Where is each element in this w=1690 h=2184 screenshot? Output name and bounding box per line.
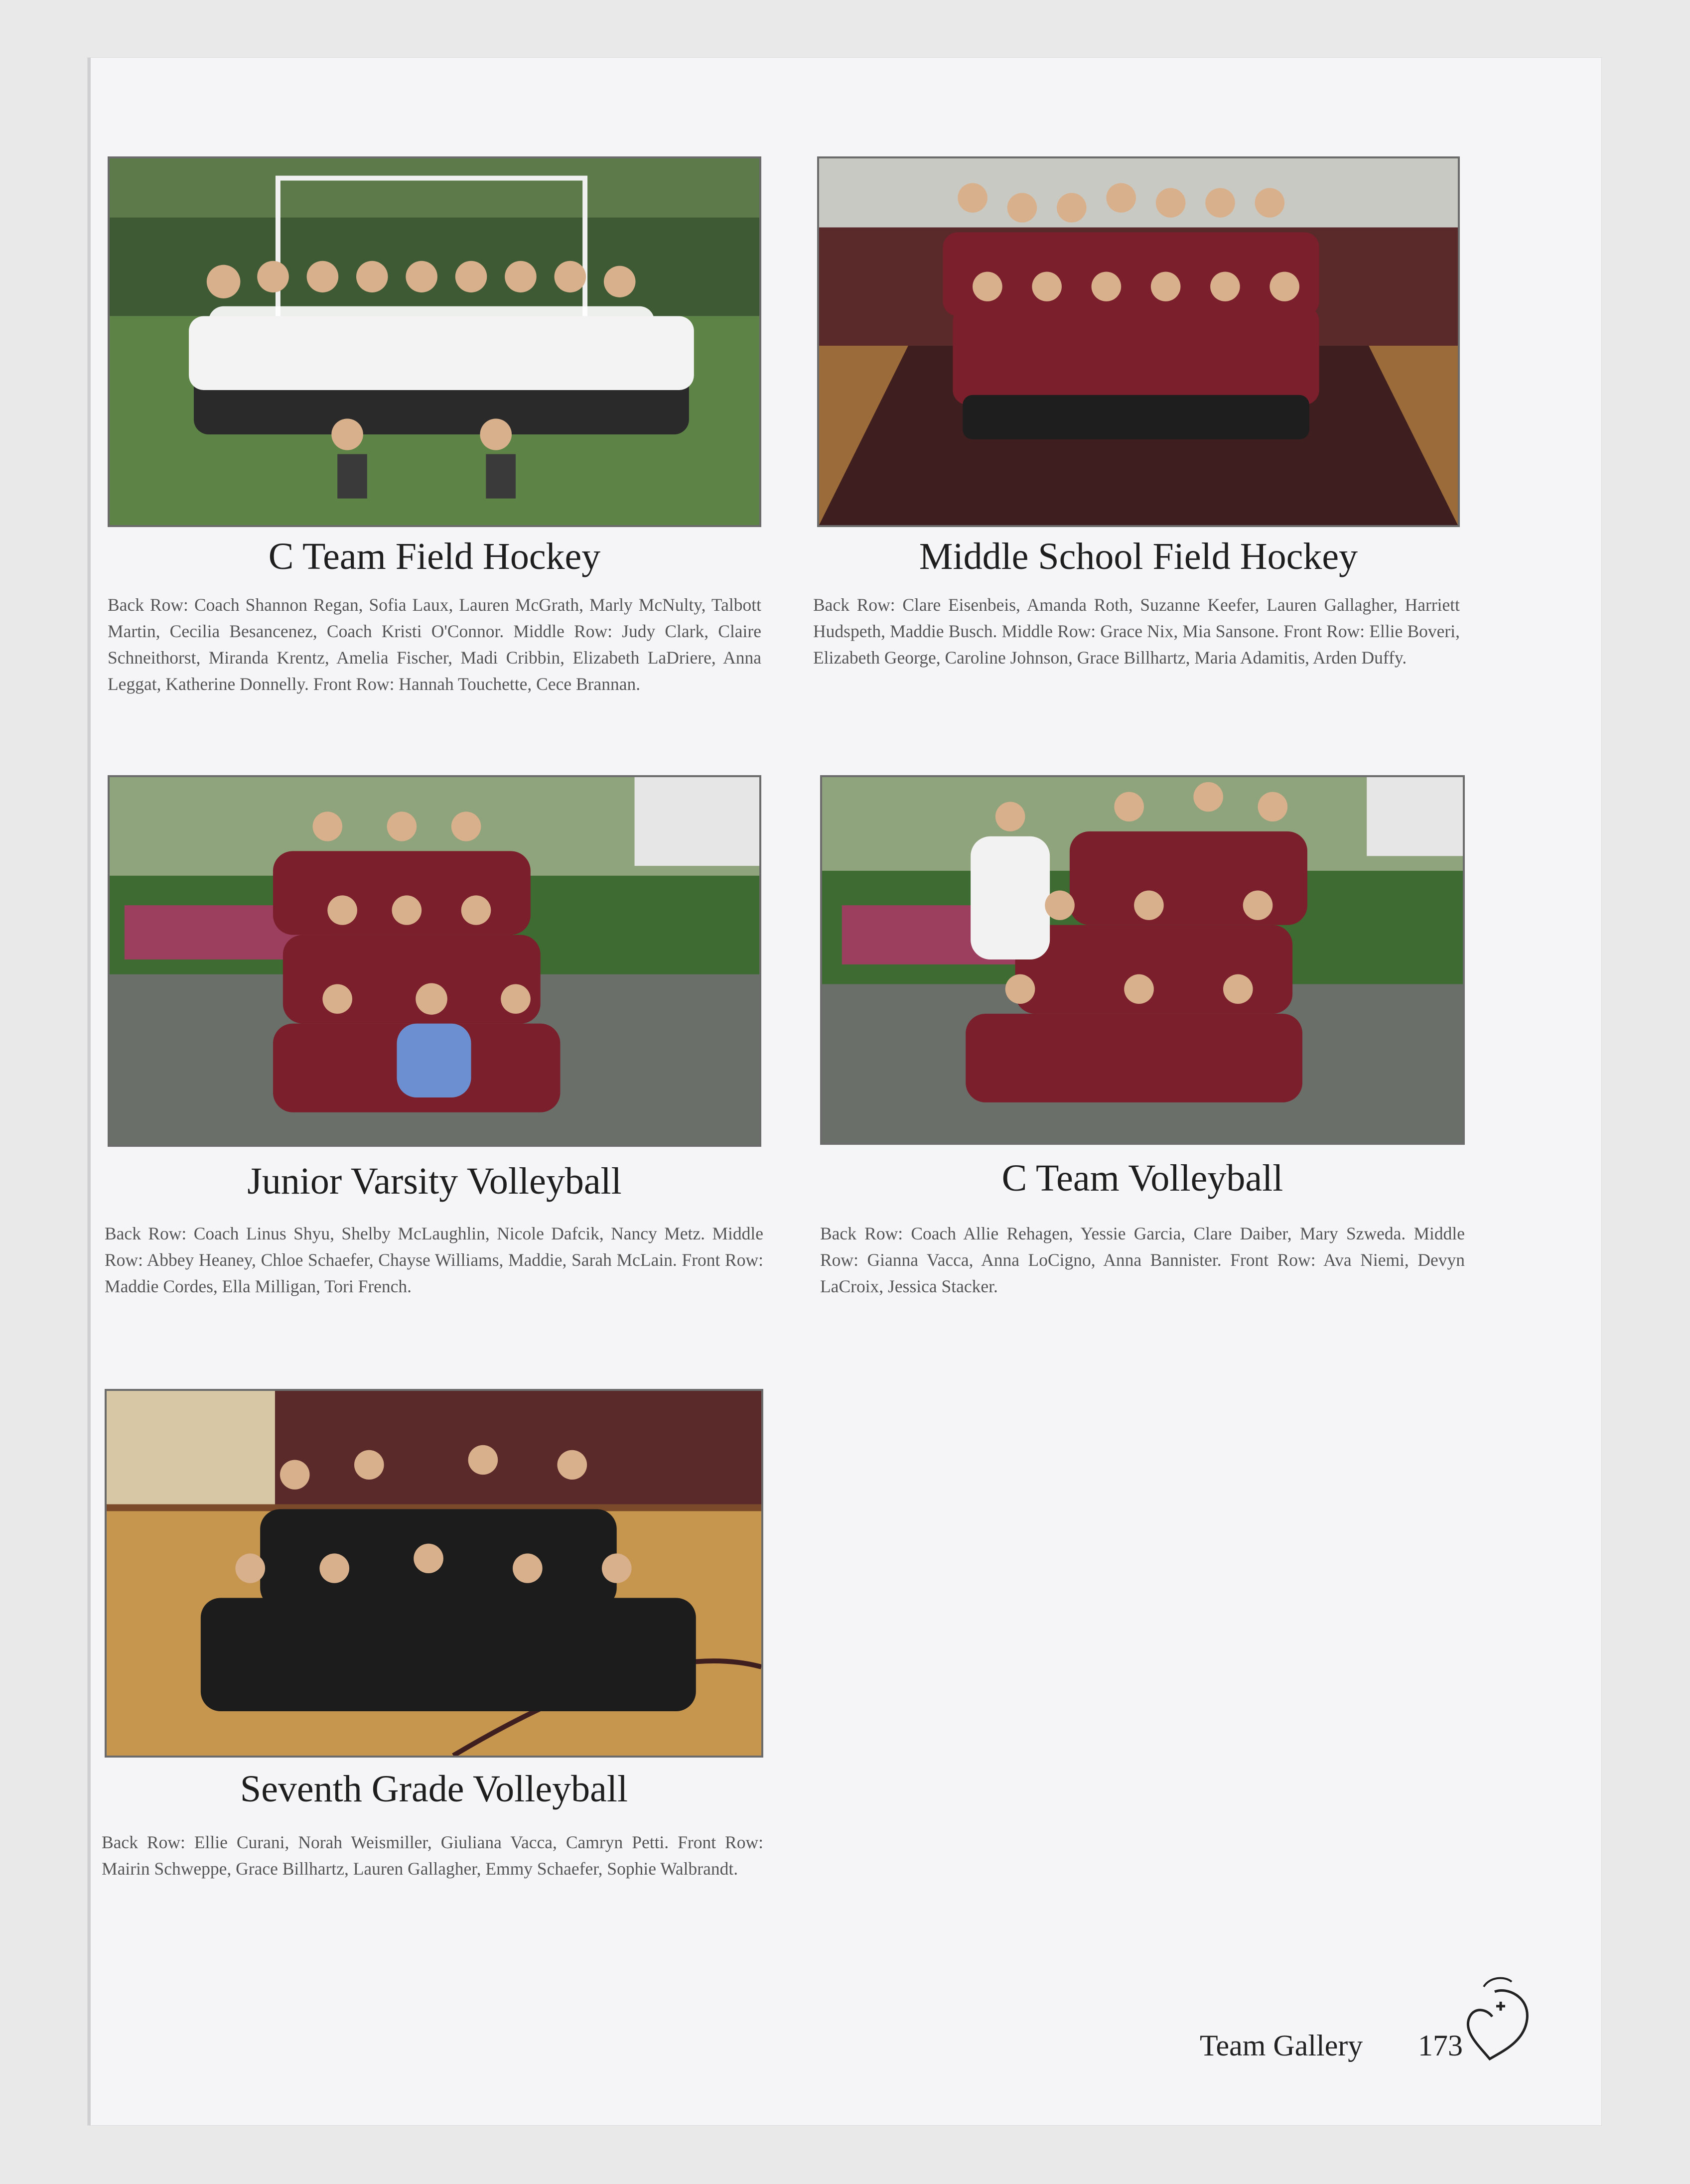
- section-title-c-team-field-hockey: C Team Field Hockey: [268, 536, 601, 577]
- section-caption-c-team-field-hockey: Back Row: Coach Shannon Regan, Sofia Laux, Lauren McGrath, Marly McNulty, Talbott Martin, Cecilia Besancenez, Coach Kristi O'Connor. Middle Row: Judy Clark, Claire Schneithorst, Miranda Krentz, Amelia Fischer, Madi Cribbin, Elizabeth LaDriere, Anna Leggat, Katherine Donnelly. Front Row: Hannah Touchette, Cece Brannan.: [108, 595, 761, 694]
- section-caption-junior-varsity-volleyball: Back Row: Coach Linus Shyu, Shelby McLaughlin, Nicole Dafcik, Nancy Metz. Middle Row: Abbey Heaney, Chloe Schaefer, Chayse Williams, Maddie, Sarah McLain. Front Row: Maddie Cordes, Ella Milligan, Tori French.: [105, 1224, 763, 1296]
- section-caption-c-team-volleyball: Back Row: Coach Allie Rehagen, Yessie Garcia, Clare Daiber, Mary Szweda. Middle Row: Gianna Vacca, Anna LoCigno, Anna Bannister. Front Row: Ava Niemi, Devyn LaCroix, Jessica Stacker.: [820, 1224, 1465, 1296]
- page-number: 173: [1418, 2029, 1463, 2062]
- team-photo-middle-school-field-hockey: [817, 156, 1460, 527]
- section-title-middle-school-field-hockey: Middle School Field Hockey: [919, 536, 1358, 577]
- team-photo-junior-varsity-volleyball: [108, 775, 761, 1147]
- footer-section-label: Team Gallery: [1200, 2029, 1363, 2062]
- team-photo-c-team-field-hockey: [108, 156, 761, 527]
- heart-logo-icon: [1460, 1972, 1535, 2066]
- section-caption-seventh-grade-volleyball: Back Row: Ellie Curani, Norah Weismiller, Giuliana Vacca, Camryn Petti. Front Row: Mairin Schweppe, Grace Billhartz, Lauren Gallagher, Emmy Schaefer, Sophie Walbrandt.: [102, 1832, 763, 1879]
- section-title-c-team-volleyball: C Team Volleyball: [1001, 1157, 1283, 1199]
- section-title-seventh-grade-volleyball: Seventh Grade Volleyball: [240, 1768, 628, 1810]
- section-caption-middle-school-field-hockey: Back Row: Clare Eisenbeis, Amanda Roth, Suzanne Keefer, Lauren Gallagher, Harriett Hudspeth, Maddie Busch. Middle Row: Grace Nix, Mia Sansone. Front Row: Ellie Boveri, Elizabeth George, Caroline Johnson, Grace Billhartz, Maria Adamitis, Arden Duffy.: [813, 595, 1460, 668]
- section-title-junior-varsity-volleyball: Junior Varsity Volleyball: [247, 1160, 622, 1202]
- team-photo-seventh-grade-volleyball: [105, 1389, 763, 1758]
- team-photo-c-team-volleyball: [820, 775, 1465, 1145]
- page-binding-edge: [88, 58, 91, 2125]
